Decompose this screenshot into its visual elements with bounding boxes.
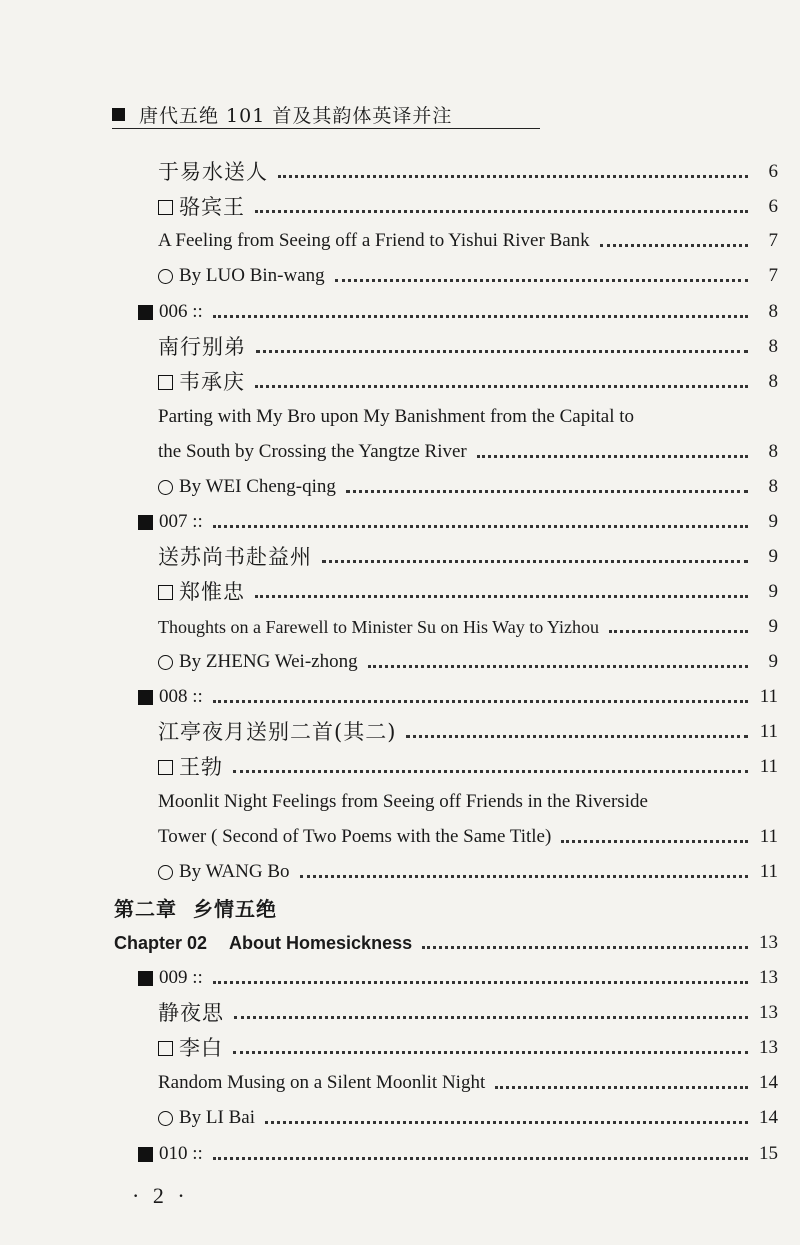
dot-leader (609, 628, 748, 633)
toc-entry-poem-title[interactable]: 送苏尚书赴益州 9 (158, 545, 778, 569)
chapter-heading-en[interactable]: Chapter 02 About Homesickness 13 (114, 932, 778, 953)
dot-leader (256, 348, 748, 353)
filled-square-icon (138, 515, 153, 530)
page-number: · 2 · (132, 1183, 189, 1208)
dot-leader (300, 873, 749, 878)
toc-entry-poet[interactable]: 李白 13 (158, 1033, 778, 1063)
dot-leader (278, 173, 748, 178)
toc-entry-translation-poet[interactable]: By LUO Bin-wang 7 (158, 261, 778, 291)
toc-entry-translation-title[interactable]: the South by Crossing the Yangtze River 8 (158, 441, 778, 462)
toc-entry-poem-title[interactable]: 江亭夜月送别二首(其二) 11 (158, 720, 778, 744)
toc-entry-translation-title[interactable]: Thoughts on a Farewell to Minister Su on His Way to Yizhou 9 (158, 616, 778, 637)
dot-leader (561, 838, 748, 843)
toc-entry-poem-title[interactable]: 南行别弟 8 (158, 335, 778, 359)
toc-entry-poem-title[interactable]: 静夜思 13 (158, 1001, 778, 1025)
toc-entry-translation-title[interactable]: A Feeling from Seeing off a Friend to Yishui River Bank 7 (158, 230, 778, 251)
toc-entry-translation-poet[interactable]: By LI Bai 14 (158, 1103, 778, 1133)
dot-leader (335, 277, 748, 282)
toc-entry-poet[interactable]: 骆宾王 6 (158, 192, 778, 222)
filled-square-icon (138, 690, 153, 705)
toc-entry-poem-number[interactable]: 007 :: 9 (138, 507, 778, 537)
dot-leader (234, 1014, 748, 1019)
dot-leader (255, 208, 748, 213)
dot-leader (213, 523, 748, 528)
dot-leader (213, 313, 748, 318)
toc-entry-poem-number[interactable]: 008 :: 11 (138, 682, 778, 712)
dot-leader (346, 488, 748, 493)
dot-leader (322, 558, 748, 563)
toc-entry-poet[interactable]: 郑惟忠 9 (158, 577, 778, 607)
open-square-icon (158, 375, 173, 390)
dot-leader (368, 663, 748, 668)
dot-leader (495, 1084, 748, 1089)
dot-leader (265, 1119, 748, 1124)
dot-leader (213, 979, 748, 984)
header-square-icon (112, 108, 125, 121)
toc-entry-translation-poet[interactable]: By WANG Bo 11 (158, 857, 778, 887)
open-square-icon (158, 585, 173, 600)
running-header-title: 唐代五绝 101 首及其韵体英译并注 (139, 104, 453, 127)
dot-leader (255, 383, 748, 388)
dot-leader (406, 733, 748, 738)
toc-entry-translation-title-line1[interactable]: Moonlit Night Feelings from Seeing off Friends in the Riverside (158, 791, 648, 812)
chapter-heading-cn[interactable]: 第二章 乡情五绝 (114, 897, 277, 921)
toc-entry-poem-title[interactable]: 于易水送人 6 (158, 160, 778, 184)
open-circle-icon (158, 480, 173, 495)
open-square-icon (158, 760, 173, 775)
filled-square-icon (138, 971, 153, 986)
filled-square-icon (138, 1147, 153, 1162)
open-circle-icon (158, 269, 173, 284)
toc-entry-translation-title[interactable]: Random Musing on a Silent Moonlit Night 14 (158, 1072, 778, 1093)
dot-leader (600, 242, 748, 247)
dot-leader (233, 1049, 748, 1054)
toc-entry-translation-poet[interactable]: By WEI Cheng-qing 8 (158, 472, 778, 502)
open-circle-icon (158, 655, 173, 670)
toc-entry-poem-number[interactable]: 006 :: 8 (138, 297, 778, 327)
toc-entry-poet[interactable]: 王勃 11 (158, 752, 778, 782)
filled-square-icon (138, 305, 153, 320)
dot-leader (213, 1155, 748, 1160)
dot-leader (213, 698, 748, 703)
open-circle-icon (158, 1111, 173, 1126)
toc-entry-poet[interactable]: 韦承庆 8 (158, 367, 778, 397)
dot-leader (255, 593, 748, 598)
dot-leader (422, 944, 748, 949)
running-header (112, 100, 540, 129)
toc-entry-translation-title-line1[interactable]: Parting with My Bro upon My Banishment from the Capital to (158, 406, 635, 427)
open-circle-icon (158, 865, 173, 880)
dot-leader (477, 453, 748, 458)
open-square-icon (158, 200, 173, 215)
dot-leader (233, 768, 748, 773)
toc-entry-poem-number[interactable]: 009 :: 13 (138, 963, 778, 993)
open-square-icon (158, 1041, 173, 1056)
toc-entry-poem-number[interactable]: 010 :: 15 (138, 1139, 778, 1169)
toc-entry-translation-title[interactable]: Tower ( Second of Two Poems with the Same Title) 11 (158, 826, 778, 847)
toc-entry-translation-poet[interactable]: By ZHENG Wei-zhong 9 (158, 647, 778, 677)
